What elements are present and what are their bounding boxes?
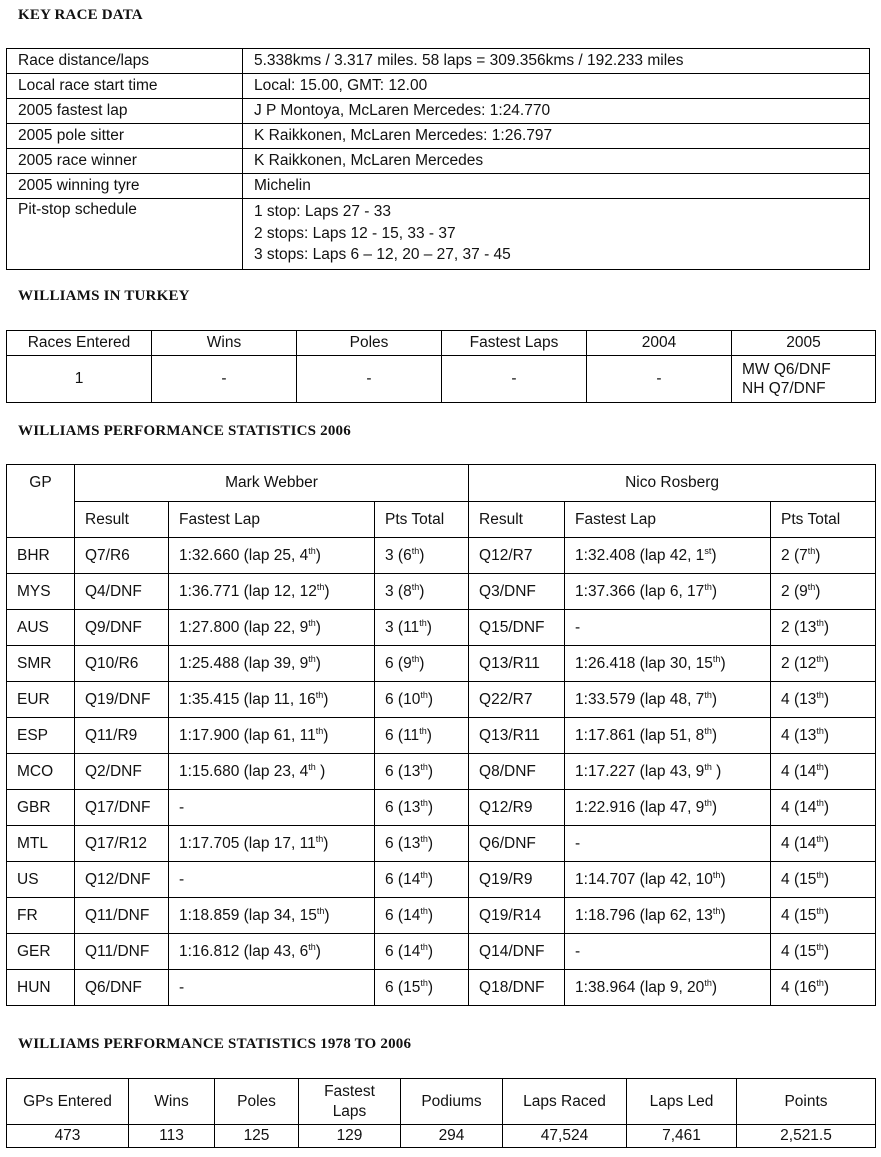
subheader-pts-total: Pts Total xyxy=(771,502,876,538)
gp-code: BHR xyxy=(7,538,75,574)
fastest-lap-text: - xyxy=(575,942,581,960)
key-data-label: Race distance/laps xyxy=(7,49,243,74)
fastest-lap-text: 1:26.418 (lap 30, 15 xyxy=(575,654,713,672)
rosberg-fastest-lap xyxy=(565,718,771,754)
fastest-lap-text: 1:32.408 (lap 42, 1 xyxy=(575,546,705,564)
fastest-lap-text: - xyxy=(179,978,185,996)
fastest-lap-close: ) xyxy=(324,906,330,924)
ordinal-suffix: th xyxy=(816,797,824,808)
webber-fastest-lap xyxy=(169,790,375,826)
ordinal-suffix: th xyxy=(315,833,324,844)
totals-value-cell: 2,521.5 xyxy=(737,1125,876,1148)
gp-code: US xyxy=(7,862,75,898)
rosberg-pts-total: 4 (14th) xyxy=(771,790,876,826)
rosberg-pts-total: 2 (9th) xyxy=(771,574,876,610)
fastest-lap-text: 1:17.705 (lap 17, 11 xyxy=(179,834,316,852)
webber-fastest-lap xyxy=(169,646,375,682)
webber-result: Q11/DNF xyxy=(75,934,169,970)
rosberg-pts-total: 2 (7th) xyxy=(771,538,876,574)
pts-text: 4 (14 xyxy=(781,762,817,780)
fastest-lap-close: ) xyxy=(323,834,329,852)
gp-row xyxy=(7,826,876,862)
pts-text: 6 (11 xyxy=(385,726,420,744)
pts-text: 4 (13 xyxy=(781,690,817,708)
pts-text: 2 (12 xyxy=(781,654,817,672)
totals-values-row xyxy=(7,1125,876,1148)
pitstop-line: 3 stops: Laps 6 – 12, 20 – 27, 37 - 45 xyxy=(254,246,511,263)
key-data-row xyxy=(7,149,870,174)
gp-code: ESP xyxy=(7,718,75,754)
pts-text: 6 (14 xyxy=(385,906,421,924)
pts-text: 4 (13 xyxy=(781,726,817,744)
gp-row xyxy=(7,538,876,574)
fastest-lap-close: ) xyxy=(315,618,321,636)
section-title-williams-in-turkey: WILLIAMS IN TURKEY xyxy=(18,288,190,304)
gp-row xyxy=(7,610,876,646)
gp-row xyxy=(7,646,876,682)
rosberg-pts-total: 4 (14th) xyxy=(771,826,876,862)
totals-value-cell: 125 xyxy=(215,1125,299,1148)
fastest-lap-close: ) xyxy=(324,582,330,600)
gp-code: MYS xyxy=(7,574,75,610)
gp-code: MCO xyxy=(7,754,75,790)
rosberg-result: Q14/DNF xyxy=(469,934,565,970)
webber-result: Q2/DNF xyxy=(75,754,169,790)
rosberg-pts-total: 4 (15th) xyxy=(771,862,876,898)
webber-pts-total: 6 (14th) xyxy=(375,862,469,898)
totals-value-cell: 129 xyxy=(299,1125,401,1148)
webber-result: Q11/R9 xyxy=(75,718,169,754)
webber-result: Q17/R12 xyxy=(75,826,169,862)
section-title-key-race-data: KEY RACE DATA xyxy=(18,7,143,23)
fastest-lap-close: ) xyxy=(315,654,321,672)
key-data-label: 2005 fastest lap xyxy=(7,99,243,124)
key-data-label: 2005 pole sitter xyxy=(7,124,243,149)
ordinal-suffix: th xyxy=(816,977,824,988)
ordinal-suffix: th xyxy=(816,761,824,772)
turkey-value-cell: - xyxy=(442,356,587,403)
rosberg-pts-total: 4 (14th) xyxy=(771,754,876,790)
webber-result: Q19/DNF xyxy=(75,682,169,718)
pts-text: 4 (16 xyxy=(781,978,817,996)
gp-row xyxy=(7,862,876,898)
rosberg-pts-total: 2 (13th) xyxy=(771,610,876,646)
fastest-lap-text: 1:27.800 (lap 22, 9 xyxy=(179,618,309,636)
gp-row xyxy=(7,574,876,610)
pts-text: 3 (6 xyxy=(385,546,412,564)
webber-pts-total: 6 (13th) xyxy=(375,754,469,790)
webber-result: Q7/R6 xyxy=(75,538,169,574)
ordinal-suffix: th xyxy=(816,905,824,916)
performance-header-row xyxy=(7,465,876,502)
fastest-lap-text: 1:36.771 (lap 12, 12 xyxy=(179,582,317,600)
fastest-lap-close: ) xyxy=(720,870,726,888)
ordinal-suffix: th xyxy=(315,725,324,736)
pts-text: 4 (14 xyxy=(781,798,817,816)
fastest-lap-close: ) xyxy=(711,762,722,780)
turkey-header-cell: Races Entered xyxy=(7,331,152,356)
webber-pts-total: 6 (10th) xyxy=(375,682,469,718)
rosberg-result: Q8/DNF xyxy=(469,754,565,790)
gp-row xyxy=(7,790,876,826)
turkey-value-cell: 1 xyxy=(7,356,152,403)
key-data-label: 2005 winning tyre xyxy=(7,174,243,199)
fastest-lap-close: ) xyxy=(323,690,329,708)
totals-value-cell: 294 xyxy=(401,1125,503,1148)
gp-code: GBR xyxy=(7,790,75,826)
fastest-lap-text: 1:25.488 (lap 39, 9 xyxy=(179,654,309,672)
fastest-lap-close: ) xyxy=(323,726,329,744)
totals-header-cell: Podiums xyxy=(401,1079,503,1125)
rosberg-fastest-lap xyxy=(565,682,771,718)
fastest-lap-text: 1:22.916 (lap 47, 9 xyxy=(575,798,705,816)
totals-value-cell: 113 xyxy=(129,1125,215,1148)
webber-fastest-lap xyxy=(169,682,375,718)
webber-fastest-lap xyxy=(169,970,375,1006)
subheader-fastest-lap: Fastest Lap xyxy=(565,502,771,538)
webber-fastest-lap xyxy=(169,898,375,934)
fastest-lap-text: - xyxy=(179,798,185,816)
turkey-header-cell: Wins xyxy=(152,331,297,356)
fastest-lap-close: ) xyxy=(720,654,726,672)
ordinal-suffix: th xyxy=(712,905,721,916)
webber-result: Q4/DNF xyxy=(75,574,169,610)
fastest-lap-close: ) xyxy=(315,546,321,564)
turkey-value-cell: - xyxy=(297,356,442,403)
gp-row xyxy=(7,682,876,718)
fastest-lap-text: 1:37.366 (lap 6, 17 xyxy=(575,582,705,600)
gp-code: GER xyxy=(7,934,75,970)
rosberg-result: Q12/R9 xyxy=(469,790,565,826)
ordinal-suffix: th xyxy=(411,653,420,664)
ordinal-suffix: th xyxy=(308,653,316,664)
pts-text: 6 (10 xyxy=(385,690,421,708)
rosberg-pts-total: 4 (16th) xyxy=(771,970,876,1006)
rosberg-fastest-lap xyxy=(565,970,771,1006)
rosberg-result: Q19/R14 xyxy=(469,898,565,934)
totals-header-cell: Fastest Laps xyxy=(299,1079,401,1125)
totals-header-row xyxy=(7,1079,876,1125)
webber-fastest-lap xyxy=(169,826,375,862)
key-data-value: Michelin xyxy=(243,174,870,199)
key-data-value: 5.338kms / 3.317 miles. 58 laps = 309.356kms / 192.233 miles xyxy=(243,49,870,74)
gp-code: FR xyxy=(7,898,75,934)
rosberg-result: Q13/R11 xyxy=(469,646,565,682)
pts-text: 6 (14 xyxy=(385,942,421,960)
key-data-row xyxy=(7,49,870,74)
ordinal-suffix: th xyxy=(704,581,712,592)
fastest-lap-text: 1:32.660 (lap 25, 4 xyxy=(179,546,309,564)
rosberg-pts-total: 4 (13th) xyxy=(771,682,876,718)
fastest-lap-text: 1:35.415 (lap 11, 16 xyxy=(179,690,316,708)
ordinal-suffix: th xyxy=(316,581,325,592)
gp-code: AUS xyxy=(7,610,75,646)
webber-result: Q6/DNF xyxy=(75,970,169,1006)
webber-result: Q9/DNF xyxy=(75,610,169,646)
gp-row xyxy=(7,718,876,754)
performance-totals-table xyxy=(6,1078,876,1148)
ordinal-suffix: th xyxy=(420,869,428,880)
pts-text: 4 (14 xyxy=(781,834,817,852)
rosberg-fastest-lap xyxy=(565,754,771,790)
fastest-lap-text: 1:38.964 (lap 9, 20 xyxy=(575,978,705,996)
ordinal-suffix: th xyxy=(308,617,316,628)
webber-pts-total: 3 (6th) xyxy=(375,538,469,574)
ordinal-suffix: th xyxy=(816,689,824,700)
pts-text: 2 (9 xyxy=(781,582,808,600)
gp-row xyxy=(7,970,876,1006)
rosberg-result: Q3/DNF xyxy=(469,574,565,610)
key-data-value: K Raikkonen, McLaren Mercedes xyxy=(243,149,870,174)
gp-code: SMR xyxy=(7,646,75,682)
ordinal-suffix: th xyxy=(420,941,428,952)
fastest-lap-close: ) xyxy=(711,582,717,600)
turkey-2005-line: NH Q7/DNF xyxy=(742,380,826,397)
ordinal-suffix: th xyxy=(420,833,428,844)
ordinal-suffix: th xyxy=(712,869,721,880)
totals-value-cell: 7,461 xyxy=(627,1125,737,1148)
ordinal-suffix: th xyxy=(704,977,712,988)
ordinal-suffix: th xyxy=(704,761,712,772)
fastest-lap-close: ) xyxy=(711,726,717,744)
pts-text: 2 (13 xyxy=(781,618,817,636)
gp-code: EUR xyxy=(7,682,75,718)
ordinal-suffix: th xyxy=(308,941,316,952)
rosberg-result: Q6/DNF xyxy=(469,826,565,862)
totals-value-cell: 473 xyxy=(7,1125,129,1148)
ordinal-suffix: th xyxy=(420,761,428,772)
pitstop-schedule xyxy=(243,199,870,270)
webber-pts-total: 6 (11th) xyxy=(375,718,469,754)
rosberg-result: Q15/DNF xyxy=(469,610,565,646)
webber-fastest-lap xyxy=(169,718,375,754)
fastest-lap-close: ) xyxy=(315,942,321,960)
turkey-header-row xyxy=(7,331,876,356)
pts-text: 2 (7 xyxy=(781,546,808,564)
ordinal-suffix: th xyxy=(816,869,824,880)
fastest-lap-close: ) xyxy=(711,546,717,564)
webber-fastest-lap xyxy=(169,754,375,790)
ordinal-suffix: th xyxy=(420,977,428,988)
subheader-result: Result xyxy=(75,502,169,538)
webber-result: Q12/DNF xyxy=(75,862,169,898)
gp-code: MTL xyxy=(7,826,75,862)
rosberg-fastest-lap xyxy=(565,574,771,610)
fastest-lap-text: - xyxy=(179,870,185,888)
ordinal-suffix: th xyxy=(316,905,325,916)
ordinal-suffix: th xyxy=(419,617,427,628)
rosberg-fastest-lap xyxy=(565,826,771,862)
fastest-lap-close: ) xyxy=(711,798,717,816)
fastest-lap-text: - xyxy=(575,834,581,852)
totals-header-cell: Poles xyxy=(215,1079,299,1125)
turkey-header-cell: 2004 xyxy=(587,331,732,356)
ordinal-suffix: th xyxy=(816,725,824,736)
pitstop-line: 2 stops: Laps 12 - 15, 33 - 37 xyxy=(254,224,456,242)
driver-header-nico-rosberg: Nico Rosberg xyxy=(469,465,876,502)
webber-fastest-lap xyxy=(169,934,375,970)
totals-header-cell: Points xyxy=(737,1079,876,1125)
subheader-result: Result xyxy=(469,502,565,538)
webber-pts-total: 3 (11th) xyxy=(375,610,469,646)
totals-header-cell: Laps Raced xyxy=(503,1079,627,1125)
webber-result: Q10/R6 xyxy=(75,646,169,682)
fastest-lap-text: 1:33.579 (lap 48, 7 xyxy=(575,690,705,708)
pts-text: 6 (9 xyxy=(385,654,412,672)
pts-text: 3 (8 xyxy=(385,582,412,600)
ordinal-suffix: th xyxy=(816,653,824,664)
key-data-value: Local: 15.00, GMT: 12.00 xyxy=(243,74,870,99)
rosberg-result: Q18/DNF xyxy=(469,970,565,1006)
ordinal-suffix: th xyxy=(411,581,420,592)
turkey-2005-line: MW Q6/DNF xyxy=(742,361,831,378)
rosberg-fastest-lap xyxy=(565,790,771,826)
totals-header-cell: GPs Entered xyxy=(7,1079,129,1125)
fastest-lap-text: 1:18.859 (lap 34, 15 xyxy=(179,906,317,924)
totals-header-cell: Laps Led xyxy=(627,1079,737,1125)
webber-pts-total: 6 (14th) xyxy=(375,898,469,934)
turkey-value-cell: - xyxy=(152,356,297,403)
webber-pts-total: 6 (13th) xyxy=(375,826,469,862)
ordinal-suffix: th xyxy=(420,905,428,916)
gp-row xyxy=(7,754,876,790)
pts-text: 4 (15 xyxy=(781,870,817,888)
rosberg-fastest-lap xyxy=(565,898,771,934)
ordinal-suffix: th xyxy=(816,617,824,628)
pts-text: 6 (14 xyxy=(385,870,421,888)
rosberg-result: Q19/R9 xyxy=(469,862,565,898)
fastest-lap-text: 1:14.707 (lap 42, 10 xyxy=(575,870,713,888)
webber-result: Q17/DNF xyxy=(75,790,169,826)
webber-pts-total: 3 (8th) xyxy=(375,574,469,610)
rosberg-fastest-lap xyxy=(565,646,771,682)
fastest-lap-text: 1:15.680 (lap 23, 4 xyxy=(179,762,309,780)
gp-row xyxy=(7,898,876,934)
pts-text: 6 (13 xyxy=(385,798,421,816)
rosberg-pts-total: 4 (13th) xyxy=(771,718,876,754)
ordinal-suffix: th xyxy=(712,653,721,664)
fastest-lap-text: 1:17.861 (lap 51, 8 xyxy=(575,726,705,744)
key-data-row xyxy=(7,124,870,149)
rosberg-fastest-lap xyxy=(565,862,771,898)
williams-in-turkey-table xyxy=(6,330,876,403)
gp-code: HUN xyxy=(7,970,75,1006)
gp-row xyxy=(7,934,876,970)
rosberg-result: Q12/R7 xyxy=(469,538,565,574)
ordinal-suffix: th xyxy=(807,545,816,556)
ordinal-suffix: th xyxy=(420,689,428,700)
ordinal-suffix: th xyxy=(704,797,712,808)
ordinal-suffix: th xyxy=(419,725,427,736)
pts-text: 6 (15 xyxy=(385,978,421,996)
totals-header-cell: Wins xyxy=(129,1079,215,1125)
key-data-row xyxy=(7,74,870,99)
key-race-data-table xyxy=(6,48,870,270)
key-data-row xyxy=(7,99,870,124)
ordinal-suffix: th xyxy=(816,941,824,952)
rosberg-pts-total: 2 (12th) xyxy=(771,646,876,682)
ordinal-suffix: th xyxy=(411,545,420,556)
key-data-label: 2005 race winner xyxy=(7,149,243,174)
pitstop-label: Pit-stop schedule xyxy=(7,199,243,270)
turkey-values-row xyxy=(7,356,876,403)
ordinal-suffix: th xyxy=(704,689,712,700)
webber-pts-total: 6 (13th) xyxy=(375,790,469,826)
pts-text: 4 (15 xyxy=(781,906,817,924)
totals-value-cell: 47,524 xyxy=(503,1125,627,1148)
rosberg-fastest-lap xyxy=(565,538,771,574)
pitstop-row xyxy=(7,199,870,270)
ordinal-suffix: th xyxy=(315,689,324,700)
webber-result: Q11/DNF xyxy=(75,898,169,934)
key-data-row xyxy=(7,174,870,199)
fastest-lap-text: 1:17.900 (lap 61, 11 xyxy=(179,726,316,744)
pitstop-line: 1 stop: Laps 27 - 33 xyxy=(254,203,392,220)
subheader-fastest-lap: Fastest Lap xyxy=(169,502,375,538)
turkey-header-cell: 2005 xyxy=(732,331,876,356)
rosberg-result: Q13/R11 xyxy=(469,718,565,754)
fastest-lap-close: ) xyxy=(711,978,717,996)
section-title-performance-1978-2006: WILLIAMS PERFORMANCE STATISTICS 1978 TO 2006 xyxy=(18,1036,412,1052)
section-title-performance-2006: WILLIAMS PERFORMANCE STATISTICS 2006 xyxy=(18,423,351,439)
ordinal-suffix: th xyxy=(420,797,428,808)
ordinal-suffix: th xyxy=(807,581,816,592)
fastest-lap-text: 1:16.812 (lap 43, 6 xyxy=(179,942,309,960)
rosberg-fastest-lap xyxy=(565,934,771,970)
gp-header: GP xyxy=(7,465,75,538)
rosberg-pts-total: 4 (15th) xyxy=(771,934,876,970)
fastest-lap-close: ) xyxy=(720,906,726,924)
key-data-label: Local race start time xyxy=(7,74,243,99)
webber-fastest-lap xyxy=(169,610,375,646)
webber-pts-total: 6 (15th) xyxy=(375,970,469,1006)
turkey-header-cell: Poles xyxy=(297,331,442,356)
webber-pts-total: 6 (14th) xyxy=(375,934,469,970)
pts-text: 3 (11 xyxy=(385,618,420,636)
key-data-value: K Raikkonen, McLaren Mercedes: 1:26.797 xyxy=(243,124,870,149)
turkey-header-cell: Fastest Laps xyxy=(442,331,587,356)
webber-pts-total: 6 (9th) xyxy=(375,646,469,682)
ordinal-suffix: th xyxy=(308,761,316,772)
key-data-value: J P Montoya, McLaren Mercedes: 1:24.770 xyxy=(243,99,870,124)
pts-text: 4 (15 xyxy=(781,942,817,960)
turkey-2005-cell xyxy=(732,356,876,403)
webber-fastest-lap xyxy=(169,538,375,574)
turkey-value-cell: - xyxy=(587,356,732,403)
driver-header-mark-webber: Mark Webber xyxy=(75,465,469,502)
fastest-lap-text: 1:17.227 (lap 43, 9 xyxy=(575,762,705,780)
ordinal-suffix: th xyxy=(704,725,712,736)
subheader-pts-total: Pts Total xyxy=(375,502,469,538)
fastest-lap-text: 1:18.796 (lap 62, 13 xyxy=(575,906,713,924)
ordinal-suffix: st xyxy=(704,545,712,556)
webber-fastest-lap xyxy=(169,574,375,610)
webber-fastest-lap xyxy=(169,862,375,898)
fastest-lap-text: - xyxy=(575,618,581,636)
ordinal-suffix: th xyxy=(308,545,316,556)
rosberg-fastest-lap xyxy=(565,610,771,646)
performance-2006-table xyxy=(6,464,876,1006)
pts-text: 6 (13 xyxy=(385,834,421,852)
pts-text: 6 (13 xyxy=(385,762,421,780)
ordinal-suffix: th xyxy=(816,833,824,844)
fastest-lap-close: ) xyxy=(711,690,717,708)
rosberg-pts-total: 4 (15th) xyxy=(771,898,876,934)
fastest-lap-close: ) xyxy=(315,762,326,780)
performance-subheader-row xyxy=(7,502,876,538)
rosberg-result: Q22/R7 xyxy=(469,682,565,718)
